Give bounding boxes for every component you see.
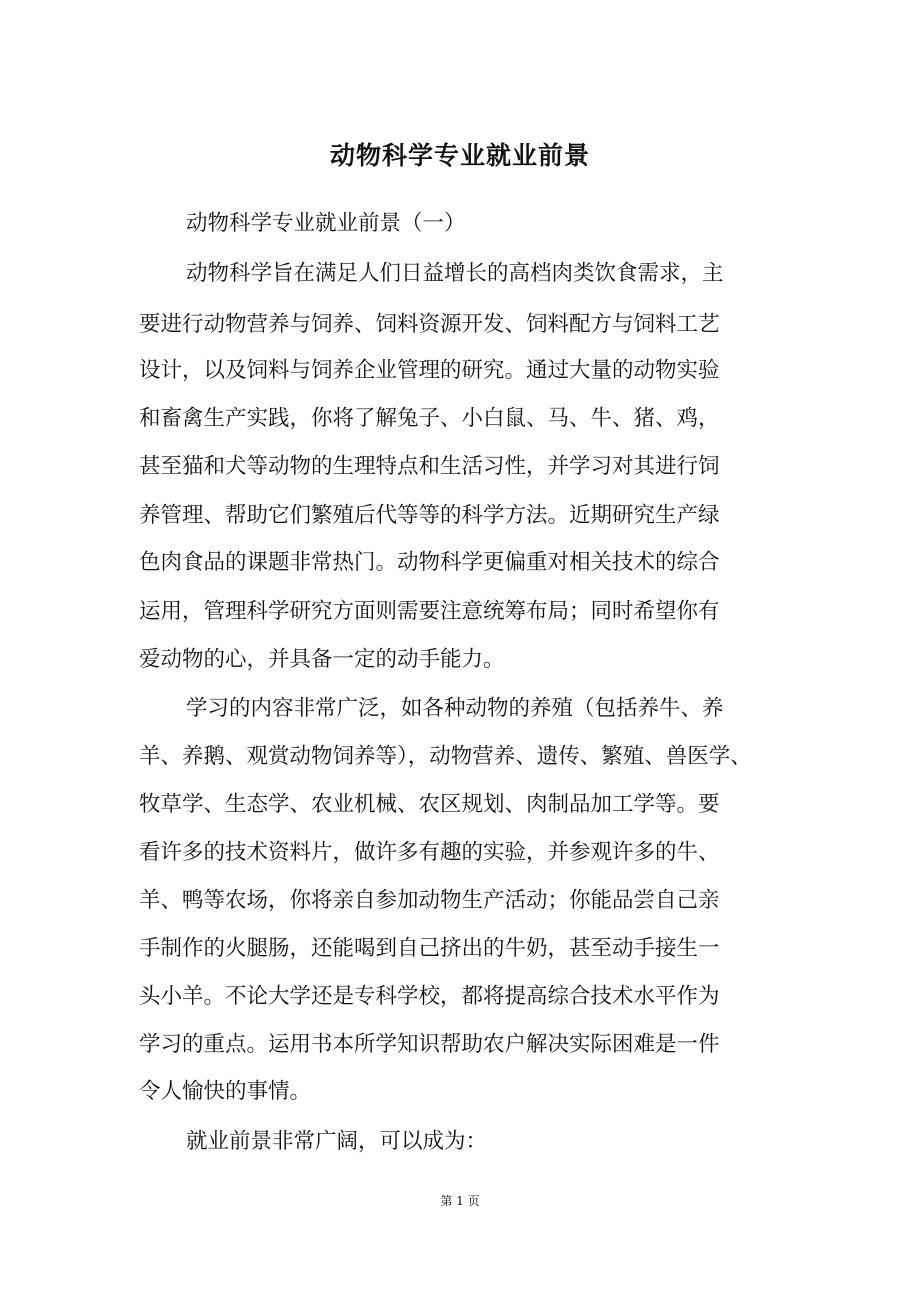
paragraph-line: 养管理、帮助它们繁殖后代等等的科学方法。近期研究生产绿 [139,503,720,528]
paragraph-line: 令人愉快的事情。 [139,1079,312,1104]
document-title: 动物科学专业就业前景 [329,141,590,170]
paragraph-line: 设计，以及饲料与饲养企业管理的研究。通过大量的动物实验 [139,358,720,383]
paragraph-line: 运用，管理科学研究方面则需要注意统筹布局；同时希望你有 [139,599,720,624]
paragraph-line: 甚至猫和犬等动物的生理特点和生活习性，并学习对其进行饲 [139,454,720,479]
paragraph-line: 色肉食品的课题非常热门。动物科学更偏重对相关技术的综合 [139,550,720,575]
paragraph-line: 动物科学旨在满足人们日益增长的高档肉类饮食需求，主 [186,261,724,286]
paragraph-line: 学习的重点。运用书本所学知识帮助农户解决实际困难是一件 [139,1032,720,1057]
paragraph-line: 就业前景非常广阔，可以成为： [186,1129,488,1154]
paragraph-line: 手制作的火腿肠，还能喝到自己挤出的牛奶，甚至动手接生一 [139,936,720,961]
paragraph-line: 羊、养鹅、观赏动物饲养等），动物营养、遗传、繁殖、兽医学、 [139,744,752,769]
section-heading: 动物科学专业就业前景（一） [186,211,466,236]
paragraph-line: 学习的内容非常广泛，如各种动物的养殖（包括养牛、养 [186,696,724,721]
paragraph-line: 看许多的技术资料片，做许多有趣的实验，并参观许多的牛、 [139,840,720,865]
paragraph-line: 头小羊。不论大学还是专科学校，都将提高综合技术水平作为 [139,984,720,1009]
page-number: 第 1 页 [440,1194,480,1208]
paragraph-line: 爱动物的心，并具备一定的动手能力。 [139,647,505,672]
paragraph-line: 和畜禽生产实践，你将了解兔子、小白鼠、马、牛、猪、鸡， [139,406,720,431]
paragraph-line: 牧草学、生态学、农业机械、农区规划、肉制品加工学等。要 [139,792,720,817]
paragraph-line: 羊、鸭等农场，你将亲自参加动物生产活动；你能品尝自己亲 [139,888,720,913]
paragraph-line: 要进行动物营养与饲养、饲料资源开发、饲料配方与饲料工艺 [139,312,720,337]
